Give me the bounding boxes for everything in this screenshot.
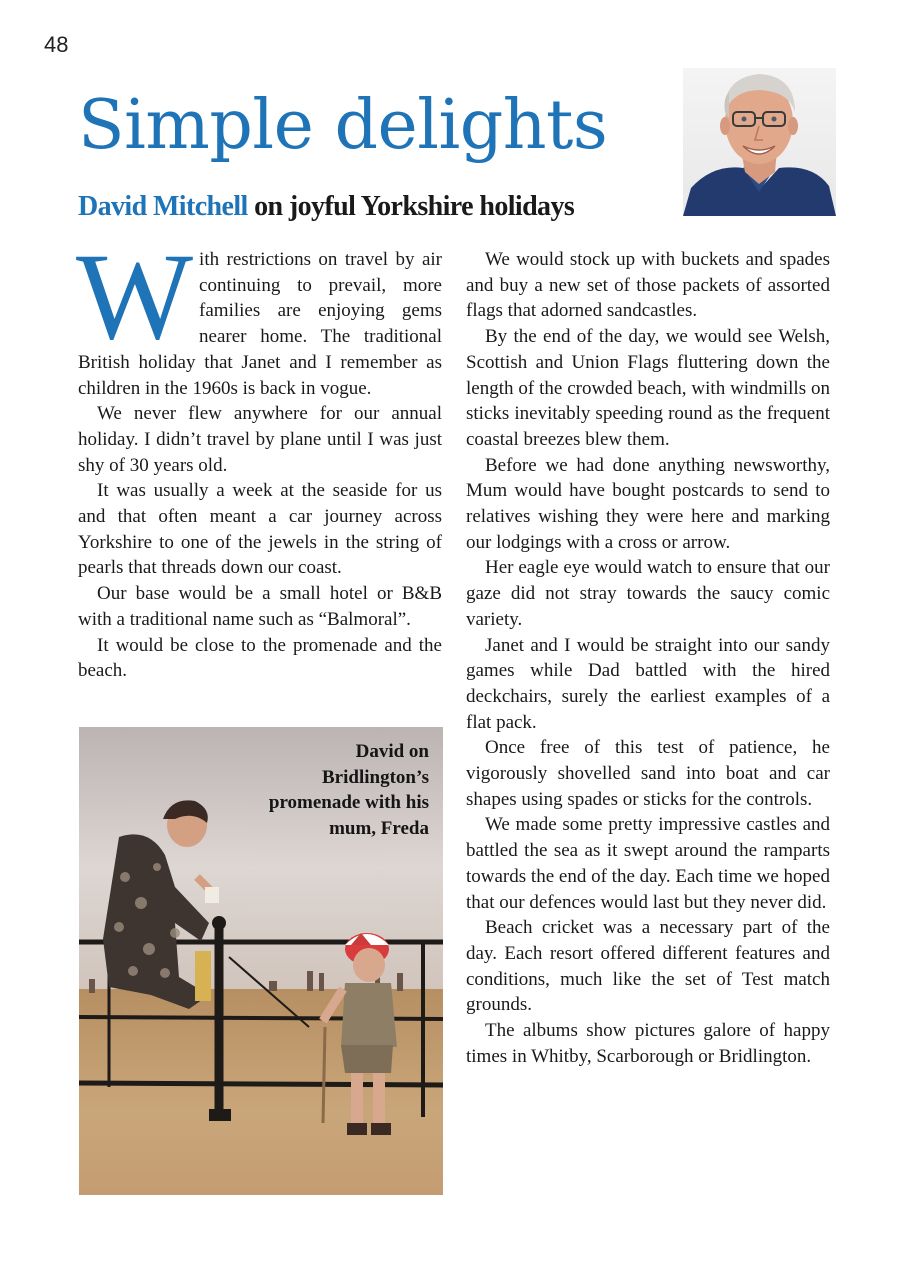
photo-caption: David on Bridlington’s promenade with his mum, Freda [268, 741, 429, 839]
paragraph: It would be close to the promenade and the beach. [78, 634, 442, 682]
paragraph-opening [76, 228, 442, 401]
byline-topic: on joyful Yorkshire holidays [254, 191, 575, 222]
paragraph: We never flew anywhere for our annual holiday. I didn’t travel by plane until I was just shy of 30 years old. [78, 403, 442, 476]
author-portrait [683, 68, 836, 216]
headline: Simple delights [78, 86, 608, 165]
paragraph: It was usually a week at the seaside for us and that often meant a car journey across Yorkshire to one of the jewels in the string of pearls that threads down our coast. [78, 480, 442, 579]
byline-author: David Mitchell [78, 191, 248, 222]
article-column-left [76, 228, 442, 684]
paragraph: The albums show pictures galore of happy times in Whitby, Scarborough or Bridlington. [466, 1020, 830, 1067]
paragraph: We made some pretty impressive castles and battled the sea as it swept around the ramparts towards the end of the day. Each time we hoped that our defences would last but they never did. [466, 814, 830, 913]
page-number: 48 [44, 32, 69, 57]
paragraph: Beach cricket was a necessary part of the day. Each resort offered different features and conditions, much like the set of Test match grounds. [466, 917, 830, 1016]
paragraph: Our base would be a small hotel or B&B with a traditional name such as “Balmoral”. [78, 583, 442, 630]
byline [78, 190, 574, 224]
beach-photo [79, 727, 443, 1195]
paragraph: Janet and I would be straight into our sandy games while Dad battled with the hired deckchairs, surely the earliest examples of a flat pack. [466, 634, 830, 733]
article-column-right [466, 247, 830, 1070]
paragraph: Her eagle eye would watch to ensure that our gaze did not stray towards the saucy comic variety. [466, 557, 830, 630]
paragraph: By the end of the day, we would see Welsh, Scottish and Union Flags fluttering down the length of the crowded beach, with windmills on sticks inevitably speeding round as the frequent coastal breezes blew them. [466, 326, 830, 450]
drop-cap: W [76, 228, 194, 365]
paragraph: Before we had done anything newsworthy, Mum would have bought postcards to send to relatives wishing they were here and marking our lodgings with a cross or arrow. [466, 454, 830, 553]
paragraph: We would stock up with buckets and spades and buy a new set of those packets of assorted flags that adorned sandcastles. [466, 249, 830, 322]
paragraph: Once free of this test of patience, he vigorously shovelled sand into boat and car shapes using spades or sticks for the controls. [466, 737, 830, 810]
author-portrait-illustration [683, 68, 836, 216]
paragraph-text: ith restrictions on travel by air continuing to prevail, more families are enjoying gems nearer home. The traditional British holiday that Janet and I remember as children in the 1960s is back in vogue. [78, 249, 442, 399]
